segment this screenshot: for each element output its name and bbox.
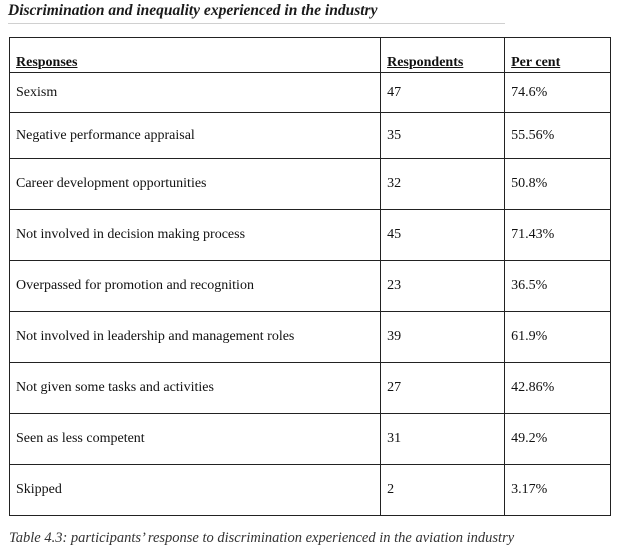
header-per-cent-label: Per cent	[511, 55, 561, 70]
per-cent-cell: 42.86%	[505, 363, 611, 414]
response-cell: Skipped	[10, 465, 381, 516]
response-cell: Overpassed for promotion and recognition	[10, 261, 381, 312]
response-cell: Not given some tasks and activities	[10, 363, 381, 414]
per-cent-cell: 74.6%	[505, 73, 611, 113]
table-row	[10, 210, 611, 261]
respondents-cell: 47	[381, 73, 505, 113]
discrimination-table	[9, 37, 611, 516]
table-header-row	[10, 38, 611, 73]
per-cent-cell: 3.17%	[505, 465, 611, 516]
per-cent-cell: 61.9%	[505, 312, 611, 363]
respondents-cell: 31	[381, 414, 505, 465]
respondents-cell: 45	[381, 210, 505, 261]
heading-divider	[8, 23, 505, 24]
table-row	[10, 159, 611, 210]
response-cell: Not involved in decision making process	[10, 210, 381, 261]
table-row	[10, 465, 611, 516]
per-cent-cell: 50.8%	[505, 159, 611, 210]
table-row	[10, 363, 611, 414]
page-heading: Discrimination and inequality experienced in the industry	[8, 2, 378, 19]
table-row	[10, 73, 611, 113]
respondents-cell: 2	[381, 465, 505, 516]
response-cell: Negative performance appraisal	[10, 113, 381, 159]
header-respondents	[381, 38, 505, 73]
respondents-cell: 32	[381, 159, 505, 210]
per-cent-cell: 55.56%	[505, 113, 611, 159]
header-respondents-label: Respondents	[387, 55, 464, 70]
respondents-cell: 23	[381, 261, 505, 312]
table-caption: Table 4.3: participants’ response to discrimination experienced in the aviation industry	[9, 530, 515, 546]
per-cent-cell: 49.2%	[505, 414, 611, 465]
response-cell: Career development opportunities	[10, 159, 381, 210]
respondents-cell: 35	[381, 113, 505, 159]
header-responses	[10, 38, 381, 73]
respondents-cell: 39	[381, 312, 505, 363]
header-responses-label: Responses	[16, 55, 78, 70]
per-cent-cell: 36.5%	[505, 261, 611, 312]
table-row	[10, 261, 611, 312]
header-per-cent	[505, 38, 611, 73]
per-cent-cell: 71.43%	[505, 210, 611, 261]
table-row	[10, 414, 611, 465]
table-row	[10, 113, 611, 159]
respondents-cell: 27	[381, 363, 505, 414]
response-cell: Sexism	[10, 73, 381, 113]
table-row	[10, 312, 611, 363]
response-cell: Seen as less competent	[10, 414, 381, 465]
response-cell: Not involved in leadership and management roles	[10, 312, 381, 363]
